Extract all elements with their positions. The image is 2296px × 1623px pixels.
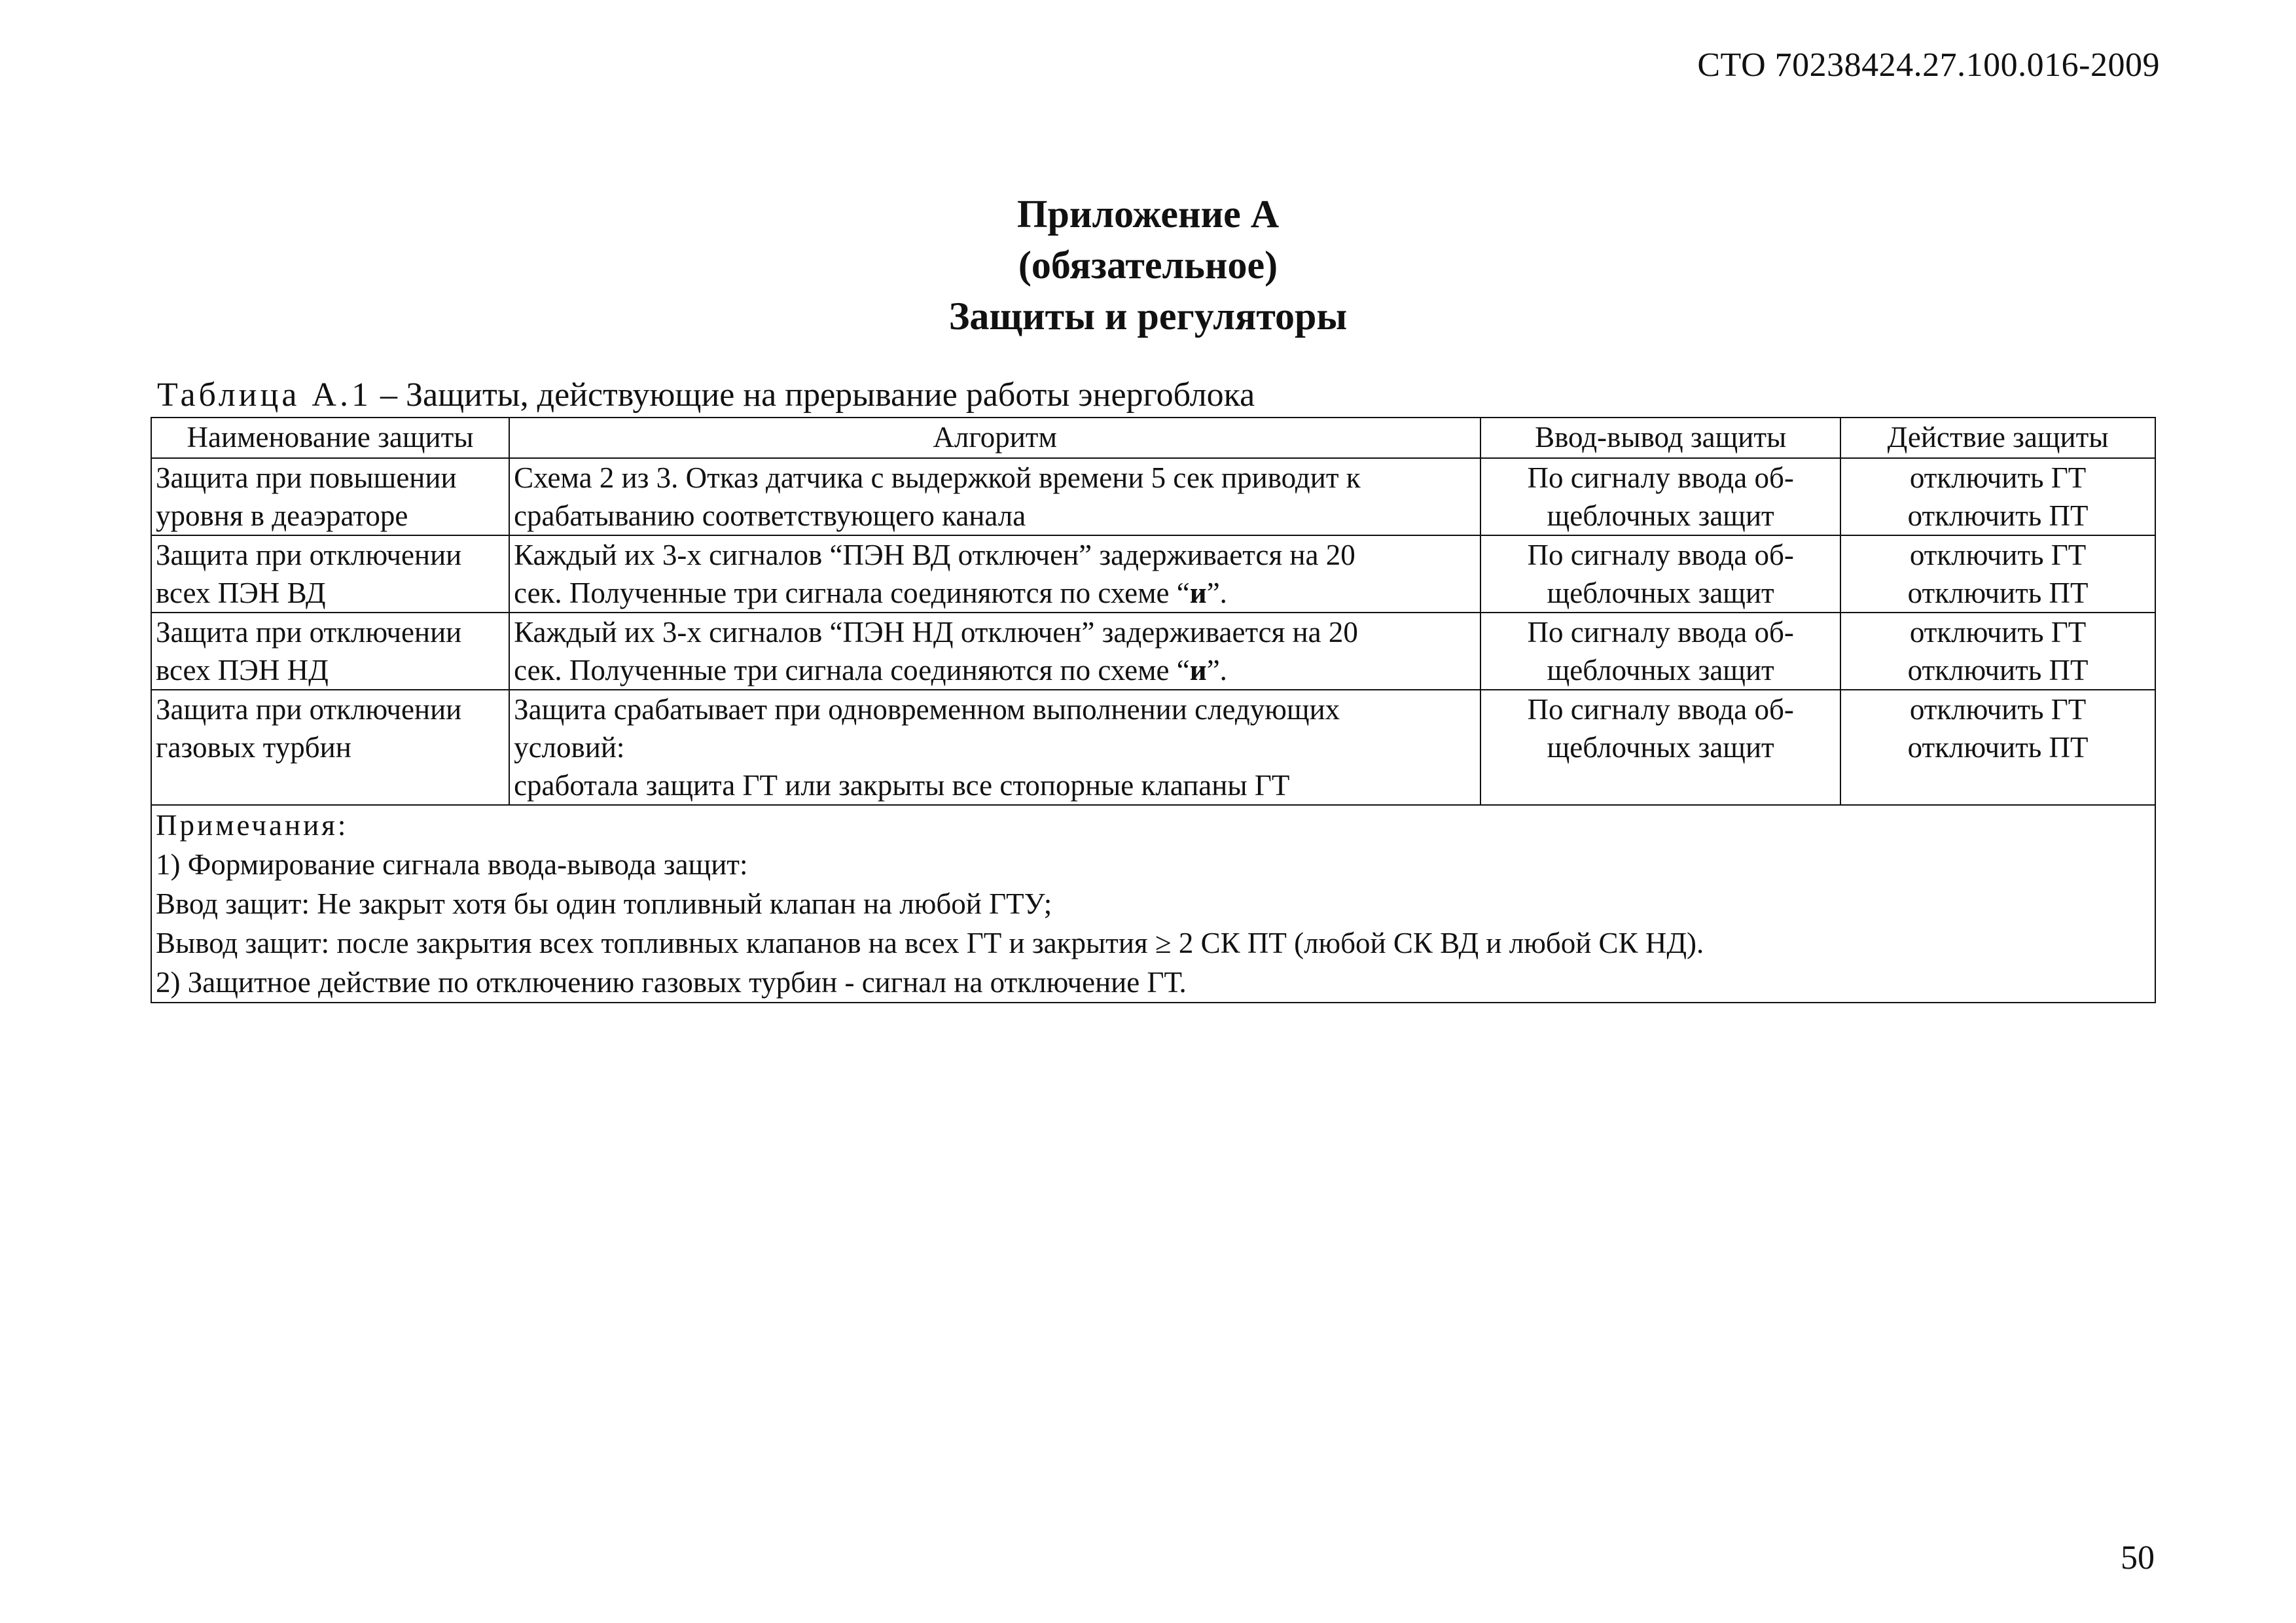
cell-text: Каждый их 3-х сигналов “ПЭН ВД отключен” задерживается на 20 (514, 539, 1355, 571)
header-name: Наименование защиты (151, 418, 509, 458)
protections-table (151, 417, 2156, 1003)
cell-text: ”. (1206, 577, 1227, 609)
cell-text: отключить ПТ (1907, 731, 2089, 764)
appendix-status: (обязательное) (1018, 243, 1278, 287)
cell-io (1480, 690, 1840, 805)
table-caption-label: Таблица А.1 (157, 376, 372, 414)
appendix-title: Приложение А (1016, 192, 1280, 236)
cell-text: условий: (514, 731, 625, 764)
cell-text-bold: и (1189, 577, 1207, 609)
document-code: СТО 70238424.27.100.016-2009 (1697, 46, 2160, 84)
cell-text: Защита при отключении (156, 616, 462, 649)
cell-text: Защита при повышении (156, 461, 457, 494)
cell-text: Защита срабатывает при одновременном выполнении следующих (514, 693, 1340, 726)
cell-text: По сигналу ввода об- (1527, 539, 1794, 571)
header-action: Действие защиты (1840, 418, 2155, 458)
cell-action (1840, 690, 2155, 805)
table-caption-text: – Защиты, действующие на прерывание работы энергоблока (371, 376, 1255, 414)
cell-text: уровня в деаэраторе (156, 499, 408, 532)
cell-io (1480, 613, 1840, 690)
cell-text-line (514, 574, 1476, 612)
table-row (151, 613, 2155, 690)
cell-text: щеблочных защит (1547, 577, 1774, 609)
cell-text: отключить ПТ (1907, 577, 2089, 609)
cell-text: газовых турбин (156, 731, 351, 764)
notes-cell (151, 805, 2155, 1003)
cell-action (1840, 535, 2155, 613)
table-row (151, 535, 2155, 613)
cell-io (1480, 535, 1840, 613)
header-io: Ввод-вывод защиты (1480, 418, 1840, 458)
cell-text: сек. Полученные три сигнала соединяются по схеме “ (514, 654, 1190, 687)
cell-text: По сигналу ввода об- (1527, 693, 1794, 726)
cell-text: ”. (1206, 654, 1227, 687)
table-row (151, 690, 2155, 805)
cell-algorithm (509, 613, 1480, 690)
cell-algorithm (509, 458, 1480, 535)
cell-io (1480, 458, 1840, 535)
cell-name (151, 613, 509, 690)
cell-text: сработала защита ГТ или закрыты все стопорные клапаны ГТ (514, 769, 1290, 802)
cell-text: По сигналу ввода об- (1527, 616, 1794, 649)
cell-text: По сигналу ввода об- (1527, 461, 1794, 494)
cell-text: Защита при отключении (156, 693, 462, 726)
cell-text: отключить ПТ (1907, 499, 2089, 532)
cell-text: Схема 2 из 3. Отказ датчика с выдержкой времени 5 сек приводит к (514, 461, 1361, 494)
cell-text: отключить ГТ (1909, 693, 2087, 726)
cell-text: щеблочных защит (1547, 654, 1774, 687)
cell-text: отключить ГТ (1909, 539, 2087, 571)
cell-text: сек. Полученные три сигнала соединяются по схеме “ (514, 577, 1190, 609)
cell-text: всех ПЭН НД (156, 654, 329, 687)
note-line: 2) Защитное действие по отключению газовых турбин - сигнал на отключение ГТ. (156, 966, 1187, 999)
cell-text: щеблочных защит (1547, 499, 1774, 532)
cell-text: Защита при отключении (156, 539, 462, 571)
table-row (151, 458, 2155, 535)
note-line: Ввод защит: Не закрыт хотя бы один топливный клапан на любой ГТУ; (156, 887, 1052, 920)
cell-text: отключить ПТ (1907, 654, 2089, 687)
notes-row (151, 805, 2155, 1003)
cell-algorithm (509, 535, 1480, 613)
cell-text: Каждый их 3-х сигналов “ПЭН НД отключен” задерживается на 20 (514, 616, 1358, 649)
table-header-row (151, 418, 2155, 458)
cell-text-line (514, 651, 1476, 689)
notes-title: Примечания: (156, 809, 349, 842)
cell-text: отключить ГТ (1909, 616, 2087, 649)
note-line: Вывод защит: после закрытия всех топливных клапанов на всех ГТ и закрытия ≥ 2 СК ПТ (любой СК ВД и любой СК НД). (156, 927, 1704, 959)
appendix-heading (0, 188, 2296, 342)
cell-text: отключить ГТ (1909, 461, 2087, 494)
cell-action (1840, 458, 2155, 535)
cell-name (151, 690, 509, 805)
cell-text: всех ПЭН ВД (156, 577, 326, 609)
cell-action (1840, 613, 2155, 690)
note-line: 1) Формирование сигнала ввода-вывода защит: (156, 848, 748, 881)
table-caption (157, 374, 1255, 416)
appendix-subject: Защиты и регуляторы (948, 294, 1348, 338)
cell-name (151, 458, 509, 535)
page-number: 50 (2121, 1539, 2155, 1577)
cell-algorithm (509, 690, 1480, 805)
cell-text: щеблочных защит (1547, 731, 1774, 764)
cell-text: срабатыванию соответствующего канала (514, 499, 1026, 532)
header-algorithm: Алгоритм (509, 418, 1480, 458)
cell-name (151, 535, 509, 613)
cell-text-bold: и (1189, 654, 1207, 687)
